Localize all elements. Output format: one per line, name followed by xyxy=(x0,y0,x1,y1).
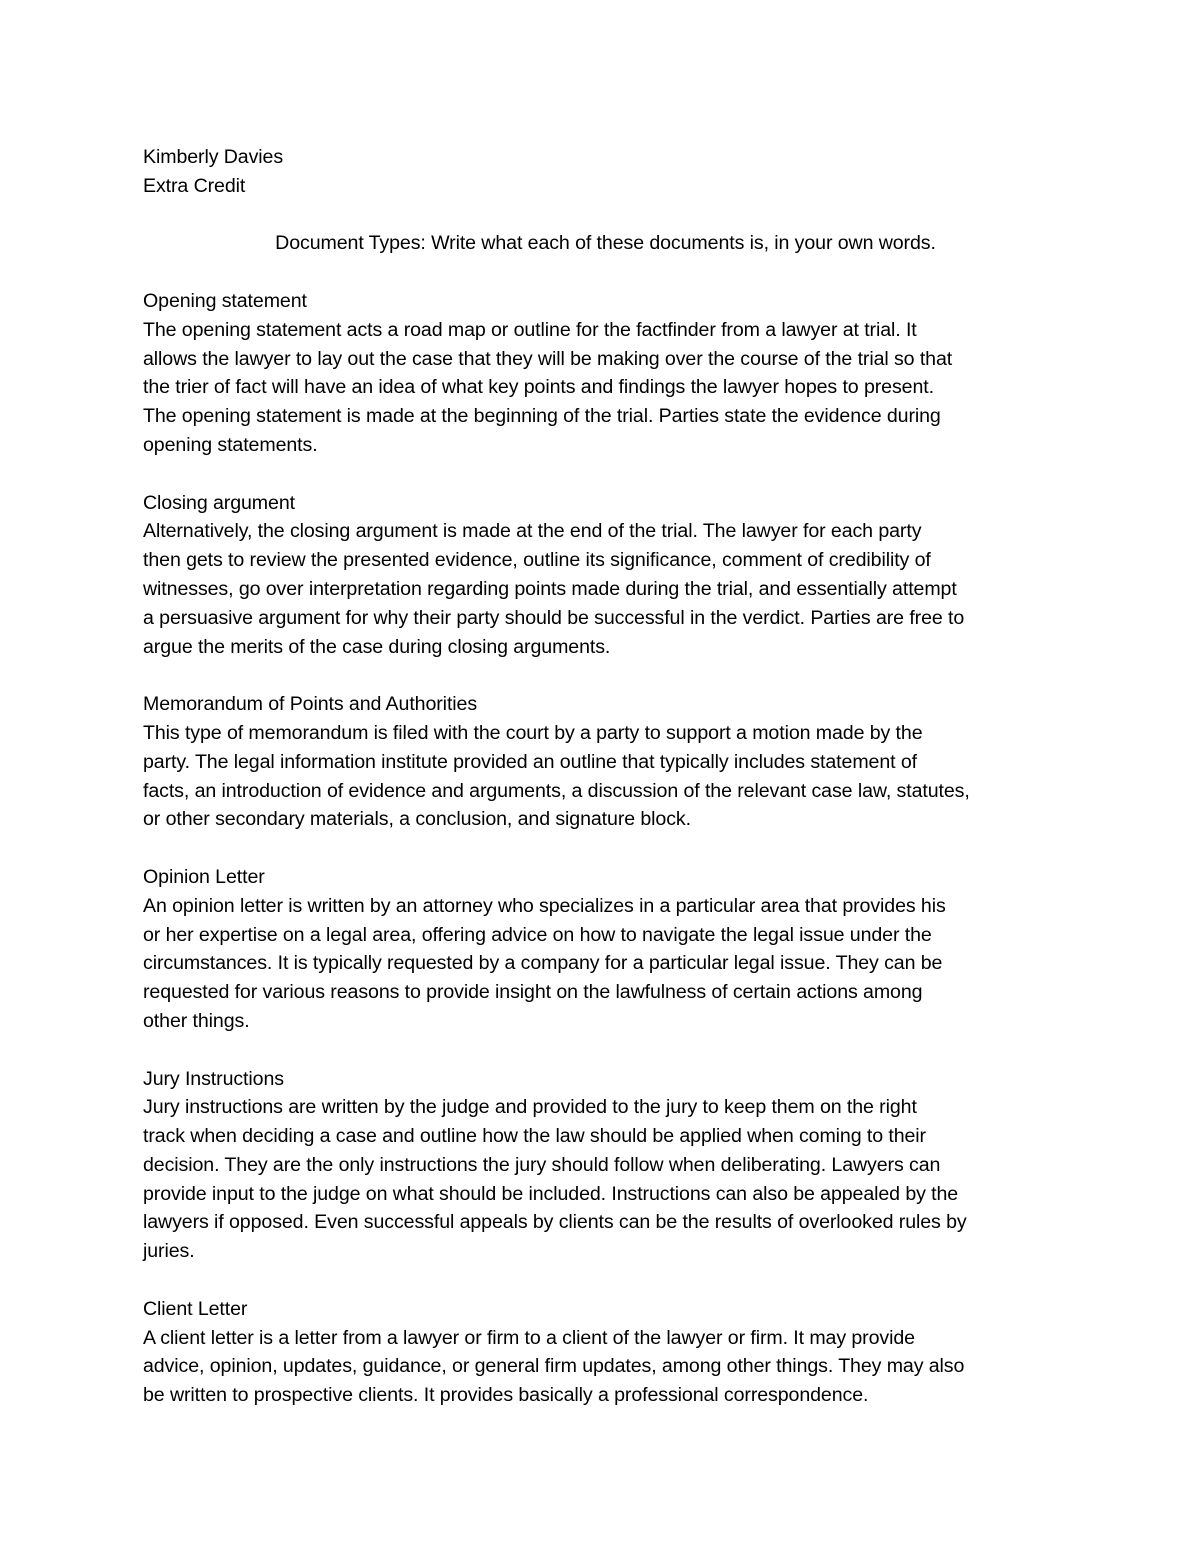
course-label: Extra Credit xyxy=(143,174,246,197)
section-title: Closing argument xyxy=(143,491,295,514)
section-title: Memorandum of Points and Authorities xyxy=(143,693,478,716)
spacer xyxy=(143,834,1068,863)
spacer xyxy=(143,661,1068,690)
section-title: Client Letter xyxy=(143,1297,248,1320)
section-body-line: allows the lawyer to lay out the case that they will be making over the course of the trial so that xyxy=(143,347,953,370)
section-title: Opening statement xyxy=(143,289,307,312)
section-title: Jury Instructions xyxy=(143,1067,284,1090)
section-body-line: requested for various reasons to provide insight on the lawfulness of certain actions among xyxy=(143,981,923,1004)
document-section xyxy=(143,1065,1068,1267)
document-section xyxy=(143,287,1068,460)
spacer xyxy=(143,1266,1068,1295)
document-section xyxy=(143,863,1068,1036)
spacer xyxy=(143,1036,1068,1065)
section-body-line: The opening statement is made at the beginning of the trial. Parties state the evidence during xyxy=(143,405,941,428)
section-body-line: argue the merits of the case during closing arguments. xyxy=(143,635,611,658)
section-body-line: or other secondary materials, a conclusion, and signature block. xyxy=(143,808,691,831)
section-body-line: a persuasive argument for why their party should be successful in the verdict. Parties are free to xyxy=(143,606,965,629)
section-body-line: opening statements. xyxy=(143,433,318,456)
document-section xyxy=(143,1295,1068,1410)
sections-container xyxy=(143,287,1068,1410)
document-body xyxy=(143,143,1068,1410)
document-section xyxy=(143,690,1068,834)
section-body-line: juries. xyxy=(143,1240,195,1263)
spacer xyxy=(143,258,1068,287)
author-name: Kimberly Davies xyxy=(143,146,284,168)
section-body-line: The opening statement acts a road map or outline for the factfinder from a lawyer at trial. It xyxy=(143,318,917,341)
section-body-line: Alternatively, the closing argument is made at the end of the trial. The lawyer for each party xyxy=(143,520,922,543)
section-body-line: then gets to review the presented evidence, outline its significance, comment of credibility of xyxy=(143,549,931,572)
section-body-line: party. The legal information institute provided an outline that typically includes statement of xyxy=(143,750,917,773)
section-body-line: be written to prospective clients. It provides basically a professional correspondence. xyxy=(143,1384,869,1407)
section-body-line: decision. They are the only instructions the jury should follow when deliberating. Lawyers can xyxy=(143,1153,941,1176)
section-body-line: A client letter is a letter from a lawyer or firm to a client of the lawyer or firm. It may provide xyxy=(143,1326,915,1349)
section-body-line: or her expertise on a legal area, offering advice on how to navigate the legal issue under the xyxy=(143,923,932,946)
section-body-line: track when deciding a case and outline how the law should be applied when coming to their xyxy=(143,1125,926,1148)
document-section xyxy=(143,489,1068,662)
spacer xyxy=(143,460,1068,489)
section-body-line: provide input to the judge on what should be included. Instructions can also be appealed by the xyxy=(143,1182,959,1205)
section-body-line: facts, an introduction of evidence and arguments, a discussion of the relevant case law, statutes, xyxy=(143,779,970,802)
spacer xyxy=(143,201,1068,230)
section-body-line: circumstances. It is typically requested by a company for a particular legal issue. They can be xyxy=(143,952,943,975)
section-body-line: advice, opinion, updates, guidance, or general firm updates, among other things. They may also xyxy=(143,1355,965,1378)
assignment-prompt: Document Types: Write what each of these documents is, in your own words. xyxy=(275,232,936,255)
section-title: Opinion Letter xyxy=(143,865,265,888)
section-body-line: other things. xyxy=(143,1009,250,1032)
section-body-line: Jury instructions are written by the judge and provided to the jury to keep them on the right xyxy=(143,1096,917,1119)
section-body-line: lawyers if opposed. Even successful appeals by clients can be the results of overlooked rules by xyxy=(143,1211,967,1234)
section-body-line: witnesses, go over interpretation regarding points made during the trial, and essentially attempt xyxy=(143,577,957,600)
section-body-line: the trier of fact will have an idea of what key points and findings the lawyer hopes to present. xyxy=(143,376,934,399)
section-body-line: An opinion letter is written by an attorney who specializes in a particular area that provides his xyxy=(143,894,946,917)
section-body-line: This type of memorandum is filed with the court by a party to support a motion made by the xyxy=(143,721,923,744)
